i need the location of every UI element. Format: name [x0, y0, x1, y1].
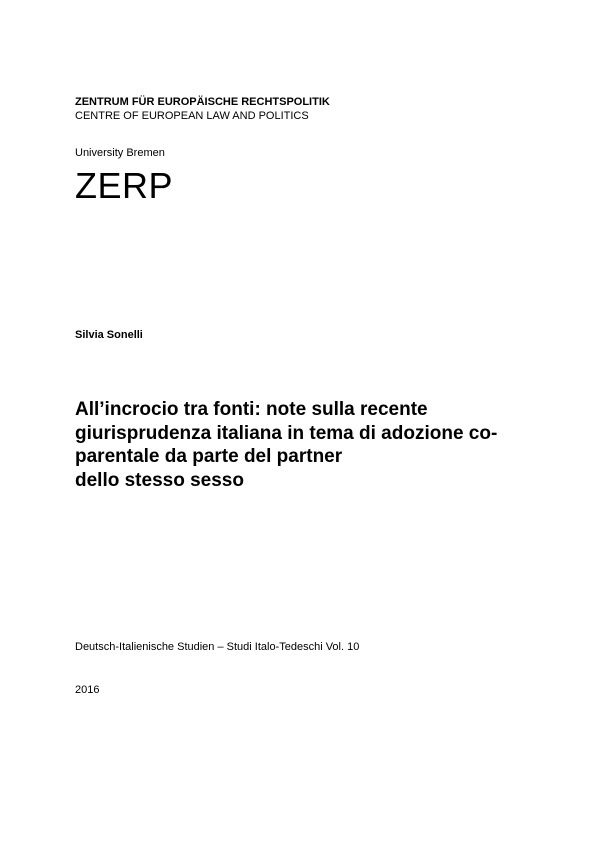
title-line: All’incrocio tra fonti: note sulla recente [75, 399, 428, 420]
institution-name-en: CENTRE OF EUROPEAN LAW AND POLITICS [75, 110, 309, 122]
university-name: University Bremen [75, 147, 165, 159]
title-line: dello stesso sesso [75, 469, 244, 491]
author-name: Silvia Sonelli [75, 329, 143, 341]
title-line: giurisprudenza italiana in tema di adozione co- [75, 422, 498, 444]
document-title [75, 398, 497, 492]
publication-year: 2016 [75, 684, 100, 696]
series-info: Deutsch-Italienische Studien – Studi Italo-Tedeschi Vol. 10 [75, 641, 360, 653]
title-line: parentale da parte del partner [75, 446, 343, 467]
institution-name-de: ZENTRUM FÜR EUROPÄISCHE RECHTSPOLITIK [75, 96, 330, 108]
zerp-logo-text: ZERP [75, 165, 174, 206]
